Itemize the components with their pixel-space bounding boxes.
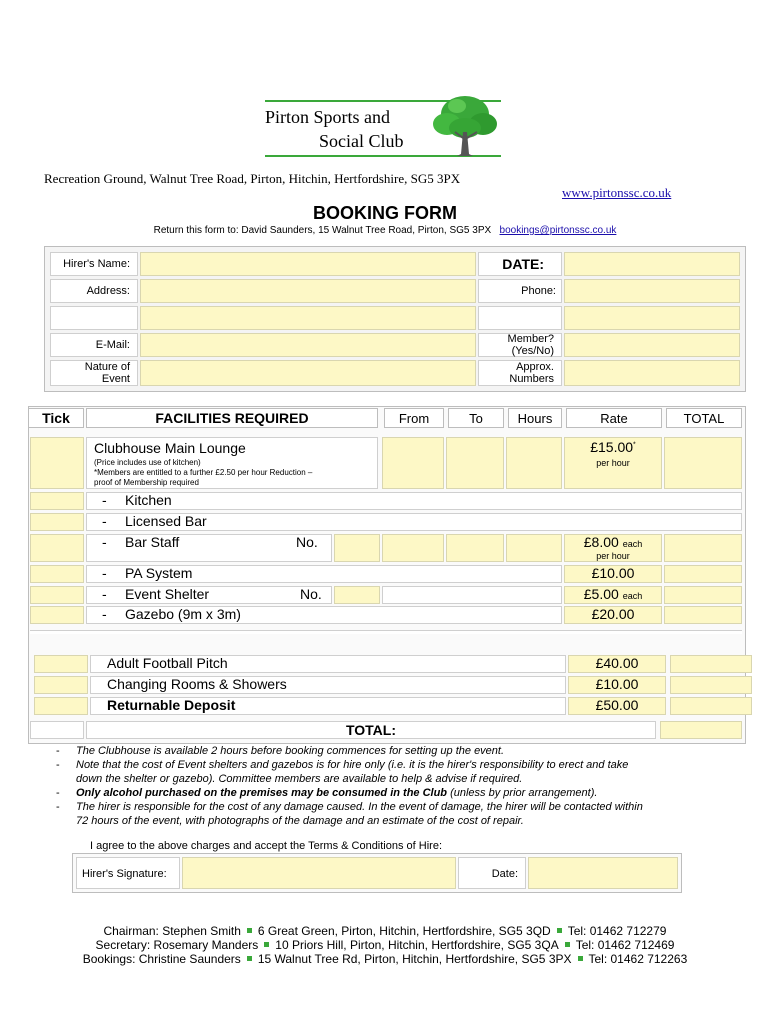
clubhouse-note-3: proof of Membership required: [94, 478, 199, 487]
address-field-2[interactable]: [140, 306, 476, 330]
clubhouse-rate-mark: *: [633, 441, 636, 449]
chairman-address: 6 Great Green, Pirton, Hitchin, Hertfordshire, SG5 3QD: [257, 924, 551, 938]
address-blank-cell: [50, 306, 138, 330]
note-4a: The hirer is responsible for the cost of any damage caused. In the event of damage, the hirer will be contacted within: [76, 801, 643, 813]
address-field-1[interactable]: [140, 279, 476, 303]
phone-label: Phone:: [521, 285, 556, 297]
chairman-tel: Tel: 01462 712279: [567, 924, 667, 938]
bookings-address: 15 Walnut Tree Rd, Pirton, Hitchin, Hertfordshire, SG5 3PX: [257, 952, 572, 966]
kitchen-label: Kitchen: [125, 492, 172, 508]
contact-bookings: [0, 952, 770, 966]
event-shelter-no-label: No.: [300, 586, 322, 602]
return-email-link[interactable]: bookings@pirtonssc.co.uk: [499, 225, 617, 236]
football-rate: £40.00: [595, 655, 639, 671]
clubhouse-rate-unit: per hour: [596, 458, 630, 468]
club-logo: [265, 100, 505, 160]
tick-event-shelter[interactable]: [30, 586, 84, 604]
pa-system-rate: £10.00: [591, 565, 635, 581]
hirer-name-label: Hirer's Name:: [63, 258, 130, 270]
total-label: TOTAL:: [345, 722, 397, 738]
licensed-bar-label: Licensed Bar: [125, 513, 207, 529]
total-row-cell: [30, 721, 84, 739]
green-square-bullet: [247, 928, 252, 933]
pa-system-dash: -: [102, 565, 107, 581]
gazebo-total[interactable]: [664, 606, 742, 624]
tree-logo-icon: [427, 92, 501, 158]
event-shelter-dash: -: [102, 586, 107, 602]
bar-staff-rate: [564, 534, 662, 550]
member-label-1: Member?: [507, 333, 554, 345]
clubhouse-title: Clubhouse Main Lounge: [94, 440, 246, 456]
note-3: [76, 786, 597, 800]
address-label: Address:: [86, 285, 130, 297]
tick-pa-system[interactable]: [30, 565, 84, 583]
phone-field[interactable]: [564, 279, 740, 303]
clubhouse-total[interactable]: [664, 437, 742, 489]
note-2a: Note that the cost of Event shelters and gazebos is for hire only (i.e. it is the hirer's responsibility to erect and take: [76, 759, 629, 771]
agreement-text: I agree to the above charges and accept the Terms & Conditions of Hire:: [90, 840, 442, 852]
gazebo-dash: -: [102, 606, 107, 622]
club-name-line-1: Pirton Sports and: [265, 107, 391, 127]
bar-staff-from[interactable]: [382, 534, 444, 562]
bar-staff-total[interactable]: [664, 534, 742, 562]
blank-label-cell: [478, 306, 562, 330]
event-shelter-rate: [564, 586, 662, 602]
note-2b: down the shelter or gazebo). Committee members are available to help & advise if required.: [76, 773, 523, 785]
note-dash-3: -: [56, 787, 60, 799]
tick-deposit[interactable]: [34, 697, 88, 715]
tick-gazebo[interactable]: [30, 606, 84, 624]
gazebo-rate: £20.00: [591, 606, 635, 622]
note-3-bold: Only alcohol purchased on the premises may be consumed in the Club: [76, 787, 448, 799]
return-text: Return this form to: David Saunders, 15 Walnut Tree Road, Pirton, SG5 3PX: [153, 225, 492, 236]
clubhouse-rate: [564, 439, 662, 455]
event-shelter-label: Event Shelter: [125, 586, 210, 602]
header-hours: Hours: [508, 408, 562, 428]
green-square-bullet: [578, 956, 583, 961]
signature-date-field[interactable]: [528, 857, 678, 889]
changing-rate: £10.00: [595, 676, 639, 692]
header-to: To: [448, 408, 504, 428]
tick-bar-staff[interactable]: [30, 534, 84, 562]
pa-system-total[interactable]: [664, 565, 742, 583]
table-separator: [30, 630, 742, 634]
date-label: DATE:: [502, 256, 544, 272]
header-rate: Rate: [566, 408, 662, 428]
green-square-bullet: [264, 942, 269, 947]
return-line: [0, 225, 770, 236]
nature-label-2: Event: [101, 373, 130, 385]
member-label-2: (Yes/No): [511, 345, 554, 357]
bar-staff-hours[interactable]: [506, 534, 562, 562]
bookings-tel: Tel: 01462 712263: [588, 952, 688, 966]
licensed-bar-dash: -: [102, 513, 107, 529]
signature-field[interactable]: [182, 857, 456, 889]
event-shelter-spacer: [382, 586, 562, 604]
deposit-label: Returnable Deposit: [107, 697, 236, 713]
secretary-role: Secretary: Rosemary Manders: [95, 938, 259, 952]
deposit-total[interactable]: [670, 697, 752, 715]
kitchen-cell: [86, 492, 742, 510]
clubhouse-rate-value: £15.00: [590, 439, 634, 455]
tick-clubhouse[interactable]: [30, 437, 84, 489]
changing-label: Changing Rooms & Showers: [107, 676, 287, 692]
tick-licensed-bar[interactable]: [30, 513, 84, 531]
bar-staff-label: Bar Staff: [125, 534, 180, 550]
football-label: Adult Football Pitch: [107, 655, 228, 671]
note-dash-4: -: [56, 801, 60, 813]
football-total[interactable]: [670, 655, 752, 673]
header-from: From: [384, 408, 444, 428]
contact-secretary: [0, 938, 770, 952]
tick-changing[interactable]: [34, 676, 88, 694]
chairman-role: Chairman: Stephen Smith: [103, 924, 241, 938]
bar-staff-no-label: No.: [296, 534, 318, 550]
bar-staff-rate-each: each: [622, 539, 643, 549]
tick-kitchen[interactable]: [30, 492, 84, 510]
club-name-line-2: Social Club: [319, 131, 404, 151]
green-square-bullet: [557, 928, 562, 933]
pa-system-label: PA System: [125, 565, 193, 581]
hirer-name-field[interactable]: [140, 252, 476, 276]
member-field[interactable]: [564, 333, 740, 357]
header-facilities: FACILITIES REQUIRED: [86, 408, 378, 428]
secretary-address: 10 Priors Hill, Pirton, Hitchin, Hertfordshire, SG5 3QA: [275, 938, 559, 952]
signature-label: Hirer's Signature:: [82, 868, 167, 880]
grand-total-field[interactable]: [660, 721, 742, 739]
note-4b: 72 hours of the event, with photographs of the damage and an estimate of the cost of repair.: [76, 815, 524, 827]
header-tick: Tick: [28, 408, 84, 428]
email-field[interactable]: [140, 333, 476, 357]
gazebo-label: Gazebo (9m x 3m): [125, 606, 241, 622]
nature-label-1: Nature of: [84, 361, 130, 373]
bar-staff-rate-value: £8.00: [583, 534, 619, 550]
nature-field[interactable]: [140, 360, 476, 386]
approx-numbers-field[interactable]: [564, 360, 740, 386]
contact-chairman: [0, 924, 770, 938]
note-dash-2: -: [56, 759, 60, 771]
signature-date-label: Date:: [491, 868, 518, 880]
event-shelter-total[interactable]: [664, 586, 742, 604]
clubhouse-note-2: *Members are entitled to a further £2.50 per hour Reduction –: [94, 468, 313, 477]
green-square-bullet: [247, 956, 252, 961]
note-3-rest: (unless by prior arrangement).: [450, 787, 598, 799]
approx-label-2: Numbers: [509, 373, 554, 385]
event-shelter-rate-value: £5.00: [583, 586, 619, 602]
clubhouse-note-1: (Price includes use of kitchen): [94, 458, 201, 467]
tick-football[interactable]: [34, 655, 88, 673]
phone-field-2[interactable]: [564, 306, 740, 330]
note-1: The Clubhouse is available 2 hours before booking commences for setting up the event.: [76, 745, 505, 757]
clubhouse-to[interactable]: [446, 437, 504, 489]
website-link[interactable]: www.pirtonssc.co.uk: [562, 185, 672, 200]
bar-staff-rate-unit: per hour: [596, 551, 630, 561]
bar-staff-no-field[interactable]: [334, 534, 380, 562]
event-shelter-no-field[interactable]: [334, 586, 380, 604]
bar-staff-to[interactable]: [446, 534, 504, 562]
bar-staff-dash: -: [102, 534, 107, 550]
green-square-bullet: [565, 942, 570, 947]
clubhouse-hours[interactable]: [506, 437, 562, 489]
event-shelter-rate-each: each: [622, 591, 643, 601]
changing-total[interactable]: [670, 676, 752, 694]
date-field[interactable]: [564, 252, 740, 276]
secretary-tel: Tel: 01462 712469: [575, 938, 675, 952]
kitchen-dash: -: [102, 492, 107, 508]
deposit-rate: £50.00: [595, 697, 639, 713]
approx-label-1: Approx.: [516, 361, 554, 373]
form-title: BOOKING FORM: [313, 203, 457, 223]
club-address: Recreation Ground, Walnut Tree Road, Pirton, Hitchin, Hertfordshire, SG5 3PX: [44, 171, 461, 186]
clubhouse-from[interactable]: [382, 437, 444, 489]
header-total: TOTAL: [666, 408, 742, 428]
note-dash-1: -: [56, 745, 60, 757]
bookings-role: Bookings: Christine Saunders: [82, 952, 241, 966]
email-label: E-Mail:: [95, 339, 130, 351]
